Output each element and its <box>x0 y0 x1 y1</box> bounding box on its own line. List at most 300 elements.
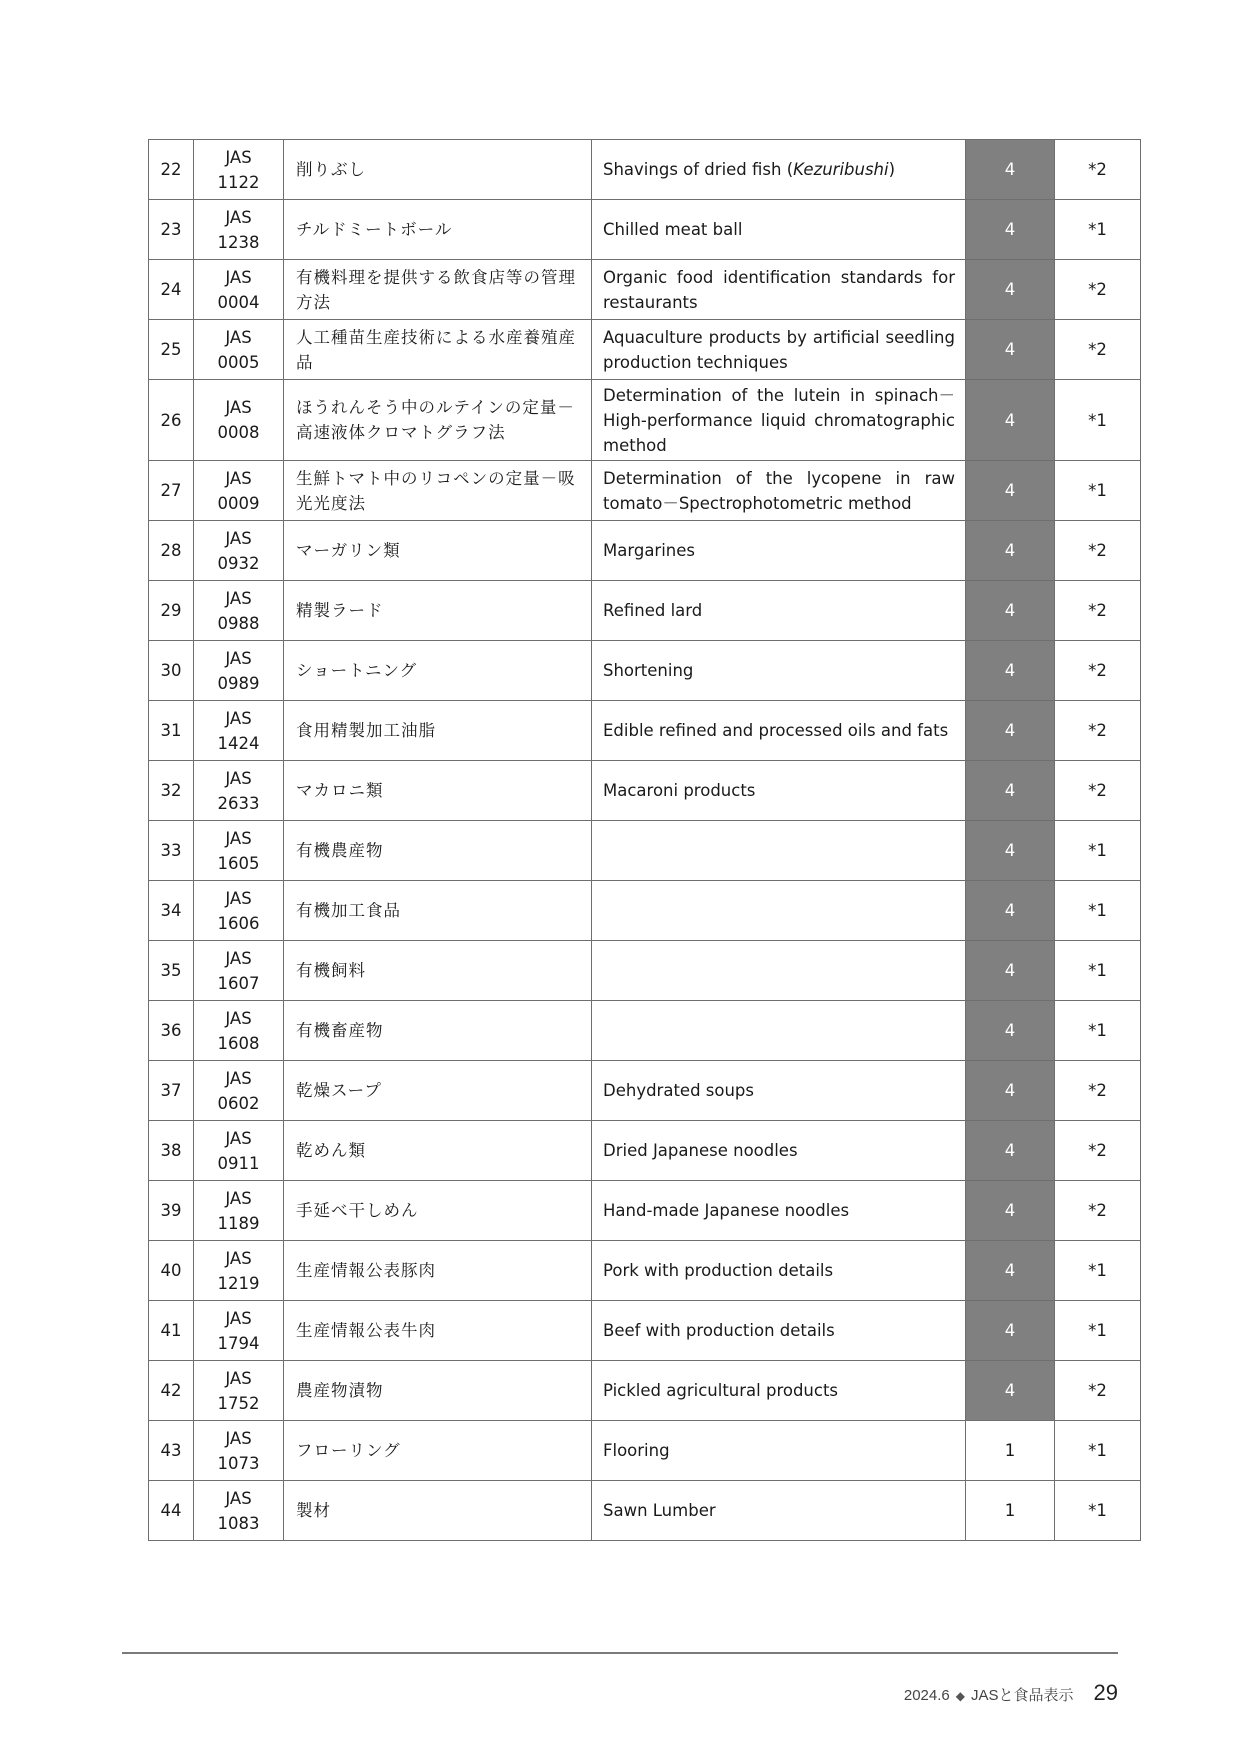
note-cell <box>1055 140 1141 200</box>
note-mark: *1 <box>1088 1441 1107 1460</box>
code-number: 0008 <box>217 423 260 442</box>
name-english-cell <box>592 1421 966 1481</box>
name-japanese-cell <box>284 1241 592 1301</box>
note-cell <box>1055 380 1141 461</box>
code-number: 1122 <box>217 172 260 192</box>
row-number: 28 <box>160 541 182 560</box>
code-prefix: JAS <box>225 1248 252 1268</box>
category-cell <box>966 521 1055 581</box>
standard-code-cell <box>194 1181 284 1241</box>
category-value: 4 <box>1004 781 1016 800</box>
category-value: 4 <box>1004 1261 1016 1280</box>
code-number: 1608 <box>217 1033 260 1053</box>
name-english-cell <box>592 260 966 320</box>
code-prefix: JAS <box>225 1128 252 1148</box>
code-number: 1083 <box>217 1513 260 1533</box>
name-english: Organic food identification standards for restaurants <box>603 267 955 312</box>
note-mark: *2 <box>1088 1081 1107 1100</box>
name-japanese: マカロニ類 <box>296 781 384 800</box>
name-english-cell <box>592 380 966 461</box>
name-japanese: 生鮮トマト中のリコペンの定量－吸光光度法 <box>296 468 576 513</box>
category-value: 4 <box>1004 541 1016 560</box>
table-row <box>149 1361 1141 1421</box>
standard-code-cell <box>194 641 284 701</box>
name-japanese-cell <box>284 1061 592 1121</box>
code-number: 1752 <box>217 1393 260 1413</box>
note-cell <box>1055 1241 1141 1301</box>
code-number: 1794 <box>217 1333 260 1353</box>
name-english-cell <box>592 1001 966 1061</box>
table-row <box>149 581 1141 641</box>
category-value: 4 <box>1004 601 1016 620</box>
code-number: 1607 <box>217 973 260 993</box>
name-japanese-cell <box>284 1181 592 1241</box>
category-value: 4 <box>1004 721 1016 740</box>
name-japanese-cell <box>284 461 592 521</box>
note-cell <box>1055 821 1141 881</box>
standard-code-cell <box>194 320 284 380</box>
note-cell <box>1055 461 1141 521</box>
name-english-cell <box>592 821 966 881</box>
row-number: 26 <box>160 410 182 430</box>
name-english-cell <box>592 1481 966 1541</box>
code-prefix: JAS <box>225 1068 252 1088</box>
table-row <box>149 821 1141 881</box>
name-japanese-cell <box>284 1361 592 1421</box>
name-japanese: 有機畜産物 <box>296 1021 384 1040</box>
name-japanese: 生産情報公表牛肉 <box>296 1321 436 1340</box>
name-japanese: 人工種苗生産技術による水産養殖産品 <box>296 327 576 372</box>
name-english-cell <box>592 1061 966 1121</box>
row-number: 44 <box>160 1501 182 1520</box>
name-english-italic: Kezuribushi <box>793 160 889 179</box>
row-number: 41 <box>160 1321 182 1340</box>
code-number: 0602 <box>217 1093 260 1113</box>
table-row <box>149 1301 1141 1361</box>
code-prefix: JAS <box>225 1008 252 1028</box>
category-cell <box>966 881 1055 941</box>
standard-code-cell <box>194 200 284 260</box>
row-number: 42 <box>160 1381 182 1400</box>
name-japanese: マーガリン類 <box>296 541 401 560</box>
name-english: Aquaculture products by artificial seedling production techniques <box>603 327 955 372</box>
note-mark: *2 <box>1088 1201 1107 1220</box>
code-number: 0911 <box>217 1153 260 1173</box>
row-number-cell <box>149 260 194 320</box>
row-number-cell <box>149 821 194 881</box>
code-number: 0004 <box>217 292 260 312</box>
name-english: Determination of the lutein in spinach－High-performance liquid chromatographic method <box>603 385 955 455</box>
note-mark: *2 <box>1088 601 1107 620</box>
note-mark: *1 <box>1088 901 1107 920</box>
name-japanese: 有機加工食品 <box>296 901 401 920</box>
note-mark: *1 <box>1088 410 1107 430</box>
row-number-cell <box>149 521 194 581</box>
table-row <box>149 761 1141 821</box>
category-cell <box>966 581 1055 641</box>
row-number-cell <box>149 320 194 380</box>
note-mark: *2 <box>1088 1141 1107 1160</box>
note-mark: *2 <box>1088 160 1107 179</box>
category-value: 4 <box>1004 160 1016 179</box>
name-japanese: 有機料理を提供する飲食店等の管理方法 <box>296 267 576 312</box>
table-row <box>149 1061 1141 1121</box>
code-number: 0932 <box>217 553 260 573</box>
category-cell <box>966 1301 1055 1361</box>
row-number: 22 <box>160 160 182 179</box>
note-cell <box>1055 581 1141 641</box>
code-prefix: JAS <box>225 147 252 167</box>
code-prefix: JAS <box>225 948 252 968</box>
table-row <box>149 701 1141 761</box>
table-row <box>149 200 1141 260</box>
name-english-cell <box>592 1121 966 1181</box>
table-row <box>149 1421 1141 1481</box>
category-cell <box>966 1061 1055 1121</box>
row-number-cell <box>149 1061 194 1121</box>
note-mark: *2 <box>1088 1381 1107 1400</box>
row-number: 23 <box>160 220 182 239</box>
category-cell <box>966 1001 1055 1061</box>
code-prefix: JAS <box>225 528 252 548</box>
code-number: 1424 <box>217 733 260 753</box>
category-cell <box>966 1181 1055 1241</box>
category-value: 4 <box>1004 410 1016 430</box>
row-number-cell <box>149 1001 194 1061</box>
name-japanese: 手延べ干しめん <box>296 1201 419 1220</box>
code-prefix: JAS <box>225 468 252 488</box>
category-value: 4 <box>1004 841 1016 860</box>
name-japanese: 有機飼料 <box>296 961 366 980</box>
category-cell <box>966 821 1055 881</box>
name-english-cell <box>592 200 966 260</box>
name-japanese-cell <box>284 1001 592 1061</box>
row-number: 25 <box>160 340 182 359</box>
row-number: 27 <box>160 481 182 500</box>
row-number: 29 <box>160 601 182 620</box>
name-japanese-cell <box>284 1301 592 1361</box>
name-japanese: 乾燥スープ <box>296 1081 382 1100</box>
note-cell <box>1055 941 1141 1001</box>
category-cell <box>966 1121 1055 1181</box>
name-english-cell <box>592 320 966 380</box>
category-cell <box>966 200 1055 260</box>
row-number: 24 <box>160 280 182 299</box>
category-cell <box>966 1481 1055 1541</box>
row-number-cell <box>149 641 194 701</box>
code-number: 0009 <box>217 493 260 513</box>
name-english: Macaroni products <box>603 781 756 800</box>
note-cell <box>1055 1421 1141 1481</box>
note-mark: *2 <box>1088 661 1107 680</box>
standard-code-cell <box>194 1001 284 1061</box>
category-value: 4 <box>1004 1021 1016 1040</box>
code-number: 0988 <box>217 613 260 633</box>
category-value: 4 <box>1004 1141 1016 1160</box>
name-japanese: 農産物漬物 <box>296 1381 384 1400</box>
code-number: 2633 <box>217 793 260 813</box>
name-english-cell <box>592 701 966 761</box>
table-row <box>149 1481 1141 1541</box>
standard-code-cell <box>194 1121 284 1181</box>
table-body <box>149 140 1141 1541</box>
standard-code-cell <box>194 941 284 1001</box>
name-japanese: 乾めん類 <box>296 1141 366 1160</box>
name-japanese-cell <box>284 941 592 1001</box>
code-number: 1605 <box>217 853 260 873</box>
note-mark: *2 <box>1088 721 1107 740</box>
code-prefix: JAS <box>225 1188 252 1208</box>
name-japanese-cell <box>284 881 592 941</box>
code-prefix: JAS <box>225 1428 252 1448</box>
note-mark: *1 <box>1088 1021 1107 1040</box>
name-japanese-cell <box>284 1481 592 1541</box>
name-english: Refined lard <box>603 601 703 620</box>
jas-standards-table <box>148 139 1141 1541</box>
footer-divider <box>122 1652 1118 1654</box>
name-english-cell <box>592 1241 966 1301</box>
name-english: Shavings of dried fish ( <box>603 160 794 179</box>
standard-code-cell <box>194 581 284 641</box>
name-japanese: 精製ラード <box>296 601 384 620</box>
name-english-cell <box>592 140 966 200</box>
standard-code-cell <box>194 881 284 941</box>
name-english: Flooring <box>603 1441 670 1460</box>
code-prefix: JAS <box>225 708 252 728</box>
note-cell <box>1055 1481 1141 1541</box>
note-mark: *2 <box>1088 340 1107 359</box>
name-english: Chilled meat ball <box>603 220 743 239</box>
note-mark: *1 <box>1088 1261 1107 1280</box>
category-value: 4 <box>1004 1081 1016 1100</box>
name-english-cell <box>592 521 966 581</box>
name-japanese: ほうれんそう中のルテインの定量－高速液体クロマトグラフ法 <box>296 398 575 442</box>
standard-code-cell <box>194 821 284 881</box>
footer-issue: 2024.6 <box>903 1687 950 1704</box>
category-value: 4 <box>1004 901 1016 920</box>
name-japanese: ショートニング <box>296 661 418 680</box>
standard-code-cell <box>194 1481 284 1541</box>
name-japanese-cell <box>284 701 592 761</box>
row-number-cell <box>149 1361 194 1421</box>
code-prefix: JAS <box>225 267 252 287</box>
row-number: 31 <box>160 721 182 740</box>
name-english: Determination of the lycopene in raw tomato－Spectrophotometric method <box>603 468 955 513</box>
standard-code-cell <box>194 521 284 581</box>
table-row <box>149 461 1141 521</box>
note-cell <box>1055 701 1141 761</box>
name-japanese: フローリング <box>296 1441 401 1460</box>
standard-code-cell <box>194 380 284 461</box>
code-number: 1238 <box>217 232 260 252</box>
name-english-cell <box>592 1301 966 1361</box>
row-number: 38 <box>160 1141 182 1160</box>
category-value: 4 <box>1004 280 1016 299</box>
standard-code-cell <box>194 140 284 200</box>
name-english: Pickled agricultural products <box>603 1381 839 1400</box>
standard-code-cell <box>194 1301 284 1361</box>
row-number-cell <box>149 461 194 521</box>
note-cell <box>1055 320 1141 380</box>
name-japanese-cell <box>284 380 592 461</box>
note-cell <box>1055 1361 1141 1421</box>
row-number-cell <box>149 200 194 260</box>
row-number: 43 <box>160 1441 182 1460</box>
name-japanese-cell <box>284 581 592 641</box>
name-english: Pork with production details <box>603 1261 834 1280</box>
name-japanese-cell <box>284 761 592 821</box>
footer-publication: JASと食品表示 <box>971 1687 1074 1704</box>
code-prefix: JAS <box>225 828 252 848</box>
row-number-cell <box>149 1121 194 1181</box>
code-number: 1606 <box>217 913 260 933</box>
code-prefix: JAS <box>225 768 252 788</box>
note-cell <box>1055 260 1141 320</box>
diamond-icon: ◆ <box>955 1689 965 1703</box>
standard-code-cell <box>194 461 284 521</box>
category-value: 4 <box>1004 961 1016 980</box>
table-row <box>149 1181 1141 1241</box>
name-english: Beef with production details <box>603 1321 835 1340</box>
name-english: Hand-made Japanese noodles <box>603 1201 850 1220</box>
standard-code-cell <box>194 1061 284 1121</box>
name-english-cell <box>592 1361 966 1421</box>
standard-code-cell <box>194 701 284 761</box>
note-mark: *1 <box>1088 961 1107 980</box>
code-number: 1189 <box>217 1213 260 1233</box>
note-mark: *1 <box>1088 841 1107 860</box>
name-japanese-cell <box>284 1121 592 1181</box>
standard-code-cell <box>194 260 284 320</box>
name-japanese: 製材 <box>296 1501 331 1520</box>
note-cell <box>1055 1001 1141 1061</box>
name-english-cell <box>592 881 966 941</box>
row-number-cell <box>149 881 194 941</box>
table-row <box>149 641 1141 701</box>
code-number: 0005 <box>217 352 260 372</box>
note-cell <box>1055 200 1141 260</box>
name-japanese-cell <box>284 821 592 881</box>
category-value: 1 <box>1004 1501 1016 1520</box>
name-english-suffix: ) <box>888 160 896 179</box>
name-japanese-cell <box>284 200 592 260</box>
name-english: Dehydrated soups <box>603 1081 755 1100</box>
name-japanese-cell <box>284 140 592 200</box>
standard-code-cell <box>194 1241 284 1301</box>
note-mark: *2 <box>1088 280 1107 299</box>
category-cell <box>966 260 1055 320</box>
row-number: 34 <box>160 901 182 920</box>
category-cell <box>966 641 1055 701</box>
code-number: 1219 <box>217 1273 260 1293</box>
name-japanese-cell <box>284 641 592 701</box>
name-japanese: 有機農産物 <box>296 841 384 860</box>
name-japanese-cell <box>284 260 592 320</box>
code-number: 1073 <box>217 1453 260 1473</box>
category-value: 4 <box>1004 661 1016 680</box>
name-japanese-cell <box>284 1421 592 1481</box>
note-cell <box>1055 761 1141 821</box>
name-japanese-cell <box>284 320 592 380</box>
note-mark: *2 <box>1088 541 1107 560</box>
code-number: 0989 <box>217 673 260 693</box>
category-cell <box>966 1361 1055 1421</box>
name-english-cell <box>592 641 966 701</box>
note-cell <box>1055 1181 1141 1241</box>
row-number-cell <box>149 140 194 200</box>
category-cell <box>966 1241 1055 1301</box>
category-value: 4 <box>1004 1381 1016 1400</box>
category-value: 4 <box>1004 340 1016 359</box>
row-number: 36 <box>160 1021 182 1040</box>
category-value: 4 <box>1004 481 1016 500</box>
table-row <box>149 320 1141 380</box>
standard-code-cell <box>194 761 284 821</box>
row-number-cell <box>149 941 194 1001</box>
row-number: 39 <box>160 1201 182 1220</box>
page-footer <box>904 1680 1118 1706</box>
name-english: Edible refined and processed oils and fats <box>603 721 949 740</box>
code-prefix: JAS <box>225 327 252 347</box>
category-cell <box>966 941 1055 1001</box>
category-cell <box>966 461 1055 521</box>
row-number: 30 <box>160 661 182 680</box>
row-number: 32 <box>160 781 182 800</box>
name-japanese-cell <box>284 521 592 581</box>
note-cell <box>1055 1121 1141 1181</box>
row-number-cell <box>149 1421 194 1481</box>
row-number-cell <box>149 581 194 641</box>
note-cell <box>1055 1061 1141 1121</box>
name-japanese: 削りぶし <box>296 160 366 179</box>
category-value: 4 <box>1004 1321 1016 1340</box>
category-cell <box>966 701 1055 761</box>
page-number: 29 <box>1093 1680 1118 1705</box>
row-number: 33 <box>160 841 182 860</box>
category-cell <box>966 761 1055 821</box>
code-prefix: JAS <box>225 398 252 417</box>
code-prefix: JAS <box>225 1308 252 1328</box>
category-cell <box>966 1421 1055 1481</box>
note-cell <box>1055 881 1141 941</box>
name-japanese: 食用精製加工油脂 <box>296 721 436 740</box>
row-number-cell <box>149 1181 194 1241</box>
category-cell <box>966 140 1055 200</box>
row-number-cell <box>149 380 194 461</box>
category-cell <box>966 320 1055 380</box>
name-japanese: 生産情報公表豚肉 <box>296 1261 436 1280</box>
name-english-cell <box>592 581 966 641</box>
row-number: 35 <box>160 961 182 980</box>
name-english-cell <box>592 1181 966 1241</box>
row-number-cell <box>149 761 194 821</box>
row-number: 40 <box>160 1261 182 1280</box>
name-english-cell <box>592 941 966 1001</box>
name-japanese: チルドミートボール <box>296 220 453 239</box>
row-number-cell <box>149 1481 194 1541</box>
name-english: Shortening <box>603 661 694 680</box>
table-row <box>149 260 1141 320</box>
note-mark: *1 <box>1088 1501 1107 1520</box>
row-number-cell <box>149 1301 194 1361</box>
code-prefix: JAS <box>225 207 252 227</box>
code-prefix: JAS <box>225 1488 252 1508</box>
table-row <box>149 941 1141 1001</box>
category-value: 4 <box>1004 1201 1016 1220</box>
category-cell <box>966 380 1055 461</box>
table-row <box>149 1241 1141 1301</box>
note-cell <box>1055 641 1141 701</box>
